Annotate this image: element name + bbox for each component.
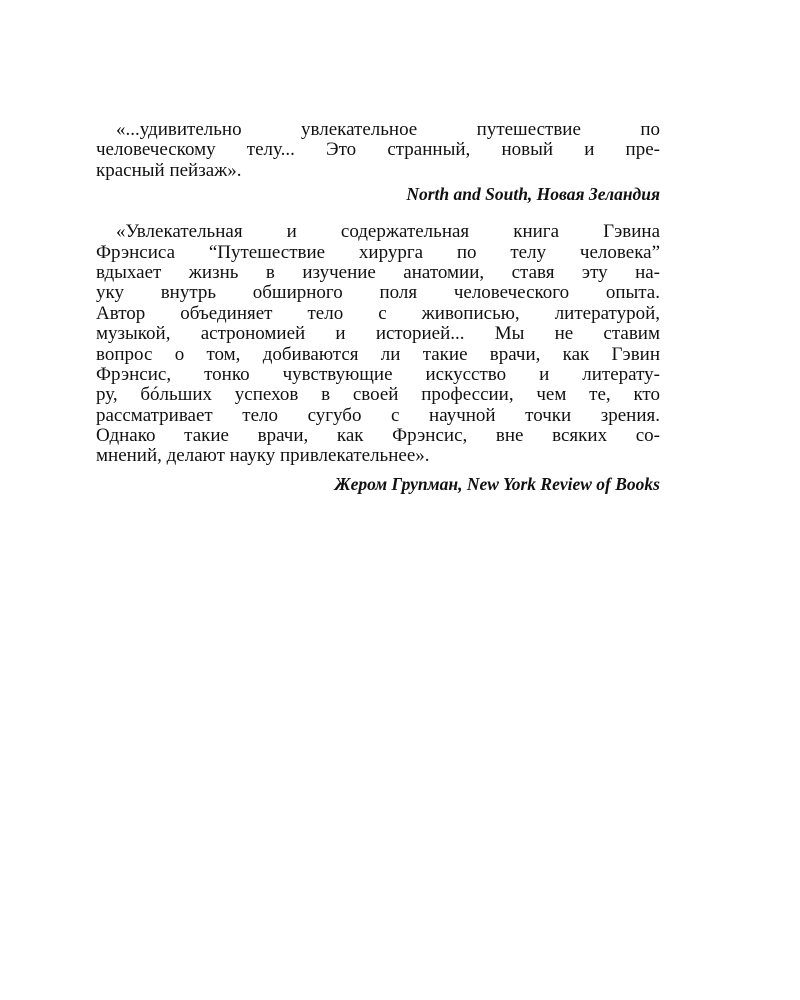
quote-line: Фрэнсис, тонко чувствующие искусство и литерату- (96, 363, 660, 385)
quote-line: музыкой, астрономией и историей... Мы не ставим (96, 323, 660, 345)
quote-line: Автор объединяет тело с живописью, литературой, (96, 302, 660, 324)
quote-line: красный пейзаж». (96, 159, 242, 181)
quote-line: рассматривает тело сугубо с научной точки зрения. (96, 404, 660, 426)
text-column (96, 120, 660, 495)
quote-line: уку внутрь обширного поля человеческого опыта. (96, 282, 660, 304)
quote-attribution: Жером Групман, New York Review of Books (334, 473, 660, 494)
review-quote (96, 222, 660, 467)
quote-line: ру, бóльших успехов в своей профессии, чем те, кто (96, 384, 660, 406)
quote-line: мнений, делают науку привлекательнее». (96, 445, 430, 467)
quote-line: «...удивительно увлекательное путешествие по (116, 119, 660, 140)
quote-line: человеческому телу... Это странный, новый и пре- (96, 139, 660, 161)
quote-line: вопрос о том, добиваются ли такие врачи, как Гэвин (96, 343, 660, 365)
review-quote (96, 120, 660, 181)
quote-attribution: North and South, Новая Зеландия (406, 184, 660, 205)
quote-line: вдыхает жизнь в изучение анатомии, ставя эту на- (96, 261, 660, 283)
quote-line: Фрэнсиса “Путешествие хирурга по телу человека” (96, 241, 660, 263)
quote-line: Однако такие врачи, как Фрэнсис, вне всяких со- (96, 425, 660, 447)
quote-line: «Увлекательная и содержательная книга Гэвина (116, 221, 660, 243)
